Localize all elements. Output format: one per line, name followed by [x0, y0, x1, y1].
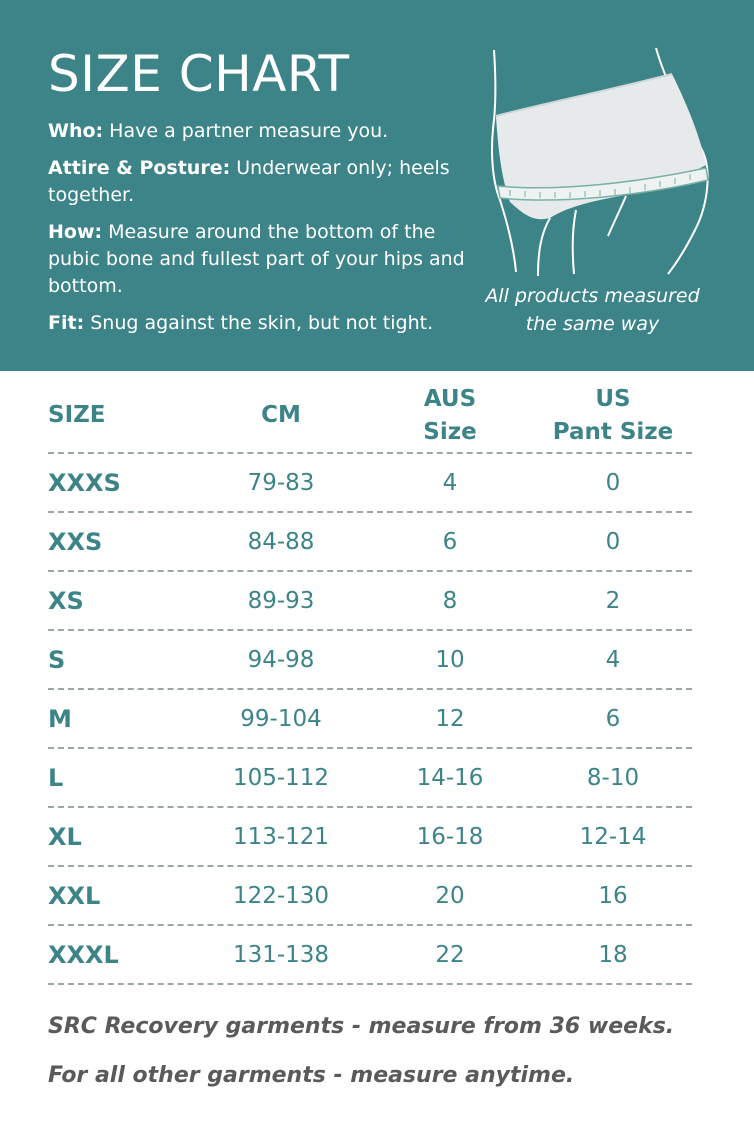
instruction-attire: [48, 155, 468, 209]
cell-aus: 8: [442, 588, 458, 614]
cell-us: 4: [605, 647, 621, 673]
table-row: [48, 631, 692, 690]
measuring-instructions: [48, 118, 468, 347]
cell-cm: 122-130: [232, 883, 330, 909]
header-us-line-2: Pant Size: [552, 419, 674, 445]
table-row: [48, 749, 692, 808]
table-row: [48, 808, 692, 867]
caption-line-1: All products measured: [485, 285, 700, 307]
header-size: SIZE: [48, 402, 106, 428]
caption-line-2: the same way: [525, 313, 660, 335]
fit-label: Fit:: [48, 312, 85, 334]
size-table: [48, 383, 692, 985]
cell-size: L: [48, 764, 64, 792]
header-us-line-1: US: [595, 386, 631, 412]
illustration-caption: [470, 282, 715, 338]
cell-aus: 6: [442, 529, 458, 555]
header-aus: [400, 383, 500, 449]
cell-size: M: [48, 705, 72, 733]
table-row: [48, 572, 692, 631]
cell-us: 8-10: [586, 765, 640, 791]
fit-text: Snug against the skin, but not tight.: [84, 312, 434, 334]
page-title: SIZE CHART: [48, 45, 350, 103]
cell-cm: 105-112: [232, 765, 330, 791]
attire-label: Attire & Posture:: [48, 157, 231, 179]
cell-size: XXXL: [48, 941, 119, 969]
footnote-recovery: SRC Recovery garments - measure from 36 weeks.: [48, 1014, 675, 1039]
table-row: [48, 867, 692, 926]
cell-aus: 16-18: [416, 824, 484, 850]
how-label: How:: [48, 221, 103, 243]
cell-cm: 94-98: [247, 647, 315, 673]
header-panel: [0, 0, 754, 371]
footnote-other: For all other garments - measure anytime.: [48, 1063, 575, 1088]
cell-cm: 113-121: [232, 824, 330, 850]
cell-size: XXXS: [48, 469, 121, 497]
cell-size: S: [48, 646, 66, 674]
cell-aus: 22: [435, 942, 465, 968]
cell-cm: 99-104: [240, 706, 322, 732]
instruction-who: [48, 118, 468, 145]
who-text: Have a partner measure you.: [103, 120, 389, 142]
table-row: [48, 513, 692, 572]
cell-aus: 4: [442, 470, 458, 496]
header-us: [548, 383, 678, 449]
cell-aus: 14-16: [416, 765, 484, 791]
cell-size: XS: [48, 587, 84, 615]
cell-us: 2: [605, 588, 621, 614]
table-header: [48, 383, 692, 454]
cell-us: 0: [605, 529, 621, 555]
cell-aus: 12: [435, 706, 465, 732]
how-text: Measure around the bottom of the pubic bone and fullest part of your hips and bottom.: [48, 221, 465, 297]
header-aus-line-1: AUS: [423, 386, 477, 412]
cell-size: XL: [48, 823, 82, 851]
cell-aus: 10: [435, 647, 465, 673]
cell-us: 18: [598, 942, 628, 968]
header-cm: CM: [261, 402, 301, 428]
cell-us: 12-14: [579, 824, 647, 850]
table-row: [48, 926, 692, 985]
cell-us: 6: [605, 706, 621, 732]
cell-cm: 89-93: [247, 588, 315, 614]
cell-cm: 79-83: [247, 470, 315, 496]
attire-text: Underwear only; heels together.: [48, 157, 450, 206]
cell-aus: 20: [435, 883, 465, 909]
cell-us: 16: [598, 883, 628, 909]
table-row: [48, 454, 692, 513]
cell-cm: 131-138: [232, 942, 330, 968]
table-row: [48, 690, 692, 749]
instruction-fit: [48, 310, 468, 337]
who-label: Who:: [48, 120, 104, 142]
hip-measurement-icon: [480, 40, 720, 280]
instruction-how: [48, 219, 468, 300]
cell-size: XXS: [48, 528, 103, 556]
header-aus-line-2: Size: [423, 419, 477, 445]
cell-us: 0: [605, 470, 621, 496]
cell-size: XXL: [48, 882, 101, 910]
cell-cm: 84-88: [247, 529, 315, 555]
